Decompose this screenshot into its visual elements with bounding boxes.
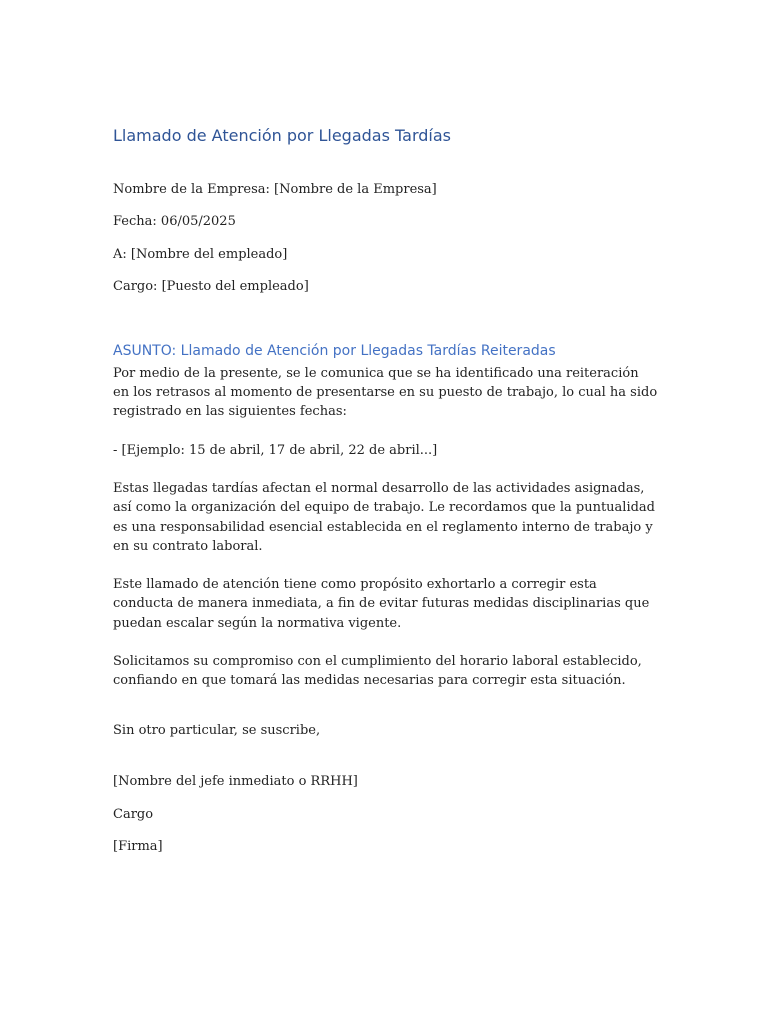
closing-line: Sin otro particular, se suscribe,	[113, 723, 321, 738]
body-paragraph-impact: Estas llegadas tardías afectan el normal desarrollo de las actividades asignadas, así como la organización del equipo de trabajo. Le recordamos que la puntualidad es una responsabilidad esencial establecida en el reglamento interno de trabajo y en su contrato laboral.	[113, 481, 655, 554]
subject-heading: ASUNTO: Llamado de Atención por Llegadas Tardías Reiteradas	[113, 343, 556, 359]
body-paragraph-dates: - [Ejemplo: 15 de abril, 17 de abril, 22 de abril...]	[113, 442, 438, 458]
position-field: Cargo: [Puesto del empleado]	[113, 279, 309, 294]
company-name-field: Nombre de la Empresa: [Nombre de la Empresa]	[113, 182, 437, 197]
signer-role: Cargo	[113, 807, 154, 822]
document-title: Llamado de Atención por Llegadas Tardías	[113, 126, 451, 145]
letter-body	[113, 364, 658, 710]
body-paragraph-purpose: Este llamado de atención tiene como propósito exhortarlo a corregir esta conducta de manera inmediata, a fin de evitar futuras medidas disciplinarias que puedan escalar según la normativa vigente.	[113, 577, 650, 631]
body-paragraph-intro: Por medio de la presente, se le comunica que se ha identificado una reiteración en los retrasos al momento de presentarse en su puesto de trabajo, lo cual ha sido registrado en las siguientes fechas:	[113, 366, 658, 420]
body-paragraph-commitment: Solicitamos su compromiso con el cumplimiento del horario laboral establecido, confiando en que tomará las medidas necesarias para corregir esta situación.	[113, 653, 642, 689]
recipient-field: A: [Nombre del empleado]	[113, 247, 288, 262]
signer-name: [Nombre del jefe inmediato o RRHH]	[113, 774, 358, 789]
date-field: Fecha: 06/05/2025	[113, 214, 236, 229]
signature-placeholder: [Firma]	[113, 839, 163, 854]
